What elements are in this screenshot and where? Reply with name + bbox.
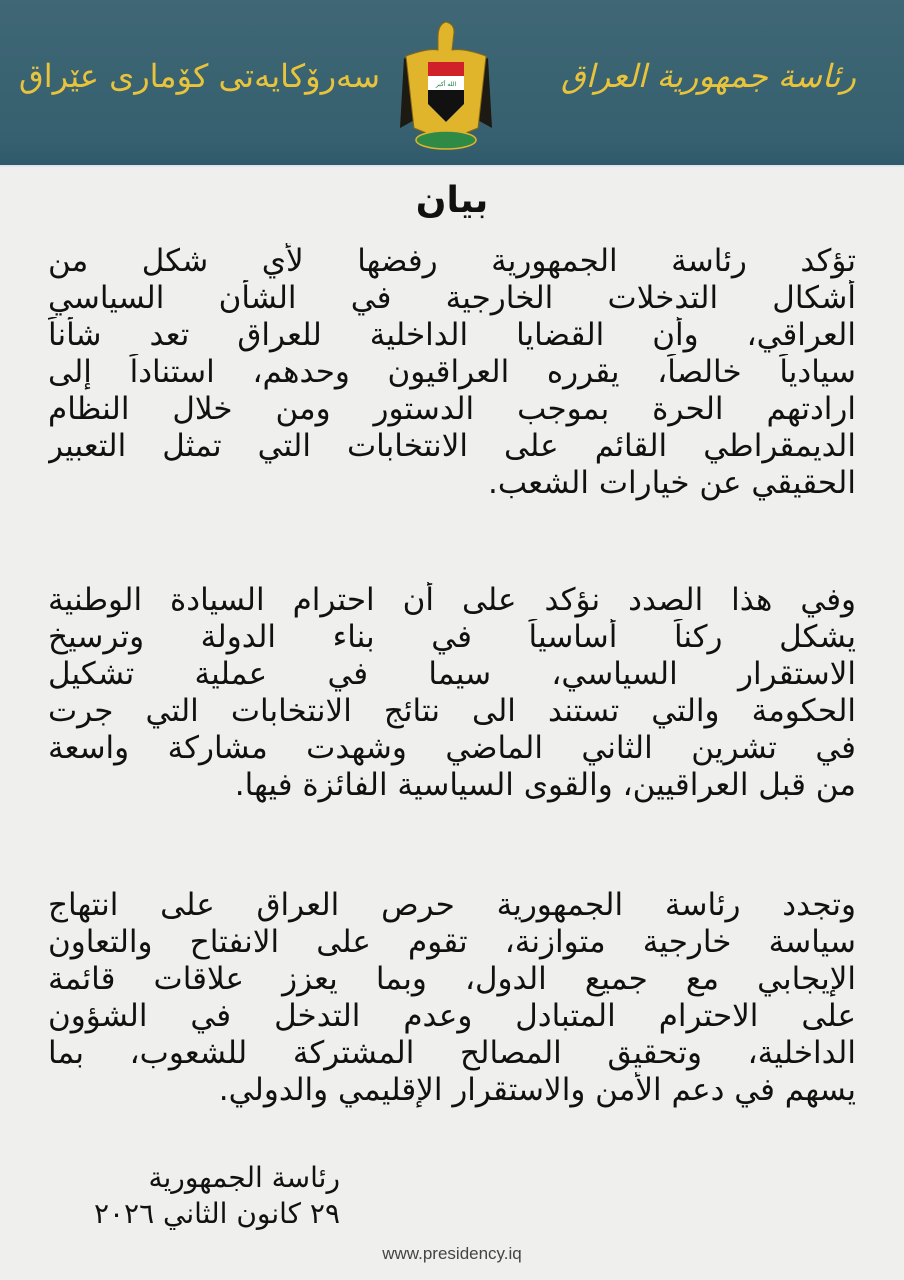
text-line: سياسة خارجية متوازنة، تقوم على الانفتاح والتعاون [48,924,856,960]
text-line: تؤكد رئاسة الجمهورية رفضها لأي شكل من [48,243,856,279]
signature-date: ٢٩ كانون الثاني ٢٠٢٦ [93,1197,340,1230]
signature-issuer: رئاسة الجمهورية [148,1161,340,1194]
text-line: ارادتهم الحرة بموجب الدستور ومن خلال النظام [48,391,856,427]
text-line: الديمقراطي القائم على الانتخابات التي تمثل التعبير [48,428,856,464]
arabic-logo-text: رئاسة جمهورية العراق [561,57,856,95]
text-line: الحقيقي عن خيارات الشعب. [488,465,856,501]
paragraph-3 [48,887,856,1109]
text-line: أشكال التدخلات الخارجية في الشأن السياسي [48,280,856,316]
text-line: يشكل ركناً أساسياً في بناء الدولة وترسيخ [48,619,856,655]
text-line: وتجدد رئاسة الجمهورية حرص العراق على انتهاج [48,887,856,923]
statement-title: بيان [415,180,489,221]
kurdish-logo-text: سەرۆکایەتی کۆماری عێراق [18,57,380,95]
text-line: الحكومة والتي تستند الى نتائج الانتخابات التي جرت [48,693,856,729]
header-banner [0,0,904,167]
text-line: الإيجابي مع جميع الدول، وبما يعزز علاقات قائمة [48,961,856,997]
text-line: من قبل العراقيين، والقوى السياسية الفائزة فيها. [234,767,856,803]
text-line: على الاحترام المتبادل وعدم التدخل في الشؤون [48,998,856,1034]
eagle-emblem-icon [398,18,494,154]
text-line: في تشرين الثاني الماضي وشهدت مشاركة واسعة [48,730,856,766]
text-line: العراقي، وأن القضايا الداخلية للعراق تعد شأناً [48,317,856,353]
paragraph-2 [48,582,856,804]
text-line: وفي هذا الصدد نؤكد على أن احترام السيادة الوطنية [48,582,856,618]
text-line: سيادياً خالصاً، يقرره العراقيون وحدهم، استناداً إلى [48,354,856,390]
text-line: يسهم في دعم الأمن والاستقرار الإقليمي والدولي. [218,1072,856,1108]
text-line: الداخلية، وتحقيق المصالح المشتركة للشعوب، بما [48,1035,856,1071]
signature-block [70,1160,340,1232]
text-line: الاستقرار السياسي، سيما في عملية تشكيل [48,656,856,692]
paragraph-1 [48,243,856,502]
emblem-text: الله أكبر [435,81,457,88]
website-url: www.presidency.iq [382,1244,522,1263]
